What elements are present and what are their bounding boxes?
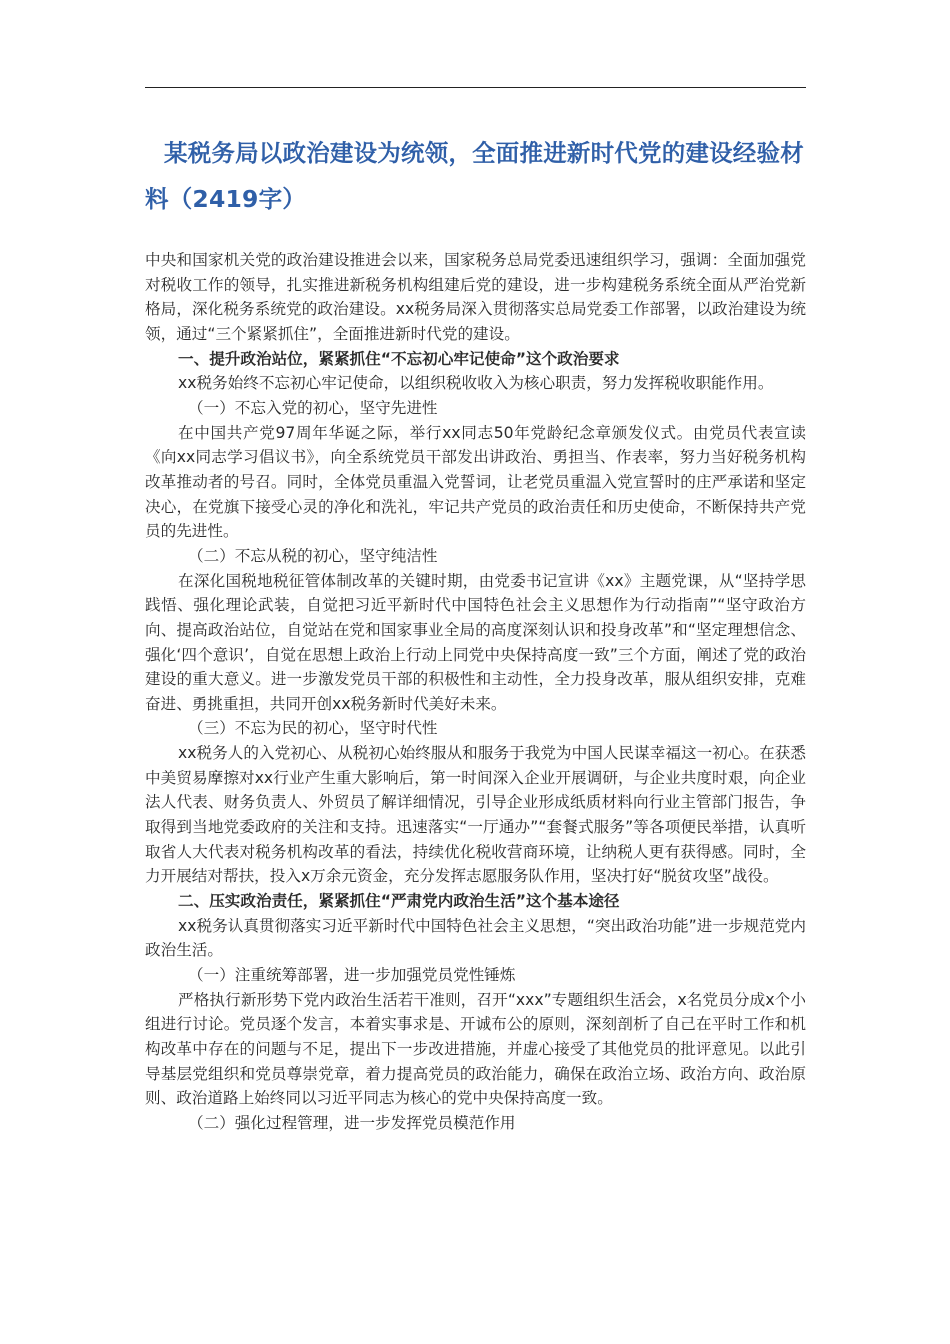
header-rule bbox=[145, 87, 806, 88]
subsection-heading: （二）不忘从税的初心，坚守纯洁性 bbox=[188, 546, 438, 565]
section-heading: 一、提升政治站位，紧紧抓住“不忘初心牢记使命”这个政治要求 bbox=[178, 349, 620, 368]
paragraph: xx税务人的入党初心、从税初心始终服从和服务于我党为中国人民谋幸福这一初心。在获悉中美贸易摩擦对xx行业产生重大影响后，第一时间深入企业开展调研，与企业共度时艰，向企业法人代表、财务负责人、外贸员了解详细情况，引导企业形成纸质材料向行业主管部门报告，争取得到当地党委政府的关注和支持。迅速落实“一厅通办”“套餐式服务”等各项便民举措，认真听取省人大代表对税务机构改革的看法，持续优化税收营商环境，让纳税人更有获得感。同时，全力开展结对帮扶，投入x万余元资金，充分发挥志愿服务队作用，坚决打好“脱贫攻坚”战役。 bbox=[145, 744, 806, 886]
paragraph: xx税务认真贯彻落实习近平新时代中国特色社会主义思想，“突出政治功能”进一步规范党内政治生活。 bbox=[145, 916, 806, 960]
paragraph: 在中国共产党97周年华诞之际，举行xx同志50年党龄纪念章颁发仪式。由党员代表宣读《向xx同志学习倡议书》，向全系统党员干部发出讲政治、勇担当、作表率，努力当好税务机构改革推动者的号召。同时，全体党员重温入党誓词，让老党员重温入党宣誓时的庄严承诺和坚定决心，在党旗下接受心灵的净化和洗礼，牢记共产党员的政治责任和历史使命，不断保持共产党员的先进性。 bbox=[145, 423, 806, 541]
paragraph: 中央和国家机关党的政治建设推进会以来，国家税务总局党委迅速组织学习，强调：全面加强党对税收工作的领导，扎实推进新税务机构组建后党的建设，进一步构建税务系统全面从严治党新格局，深化税务系统党的政治建设。xx税务局深入贯彻落实总局党委工作部署，以政治建设为统领，通过“三个紧紧抓住”，全面推进新时代党的建设。 bbox=[145, 251, 806, 343]
document-body bbox=[145, 248, 806, 1136]
subsection-heading: （一）注重统筹部署，进一步加强党员党性锤炼 bbox=[188, 966, 516, 985]
paragraph: 在深化国税地税征管体制改革的关键时期，由党委书记宣讲《xx》主题党课，从“坚持学思践悟、强化理论武装，自觉把习近平新时代中国特色社会主义思想作为行动指南”“坚守政治方向、提高政治站位，自觉站在党和国家事业全局的高度深刻认识和投身改革”和“坚定理想信念、强化‘四个意识’，自觉在思想上政治上行动上同党中央保持高度一致”三个方面，阐述了党的政治建设的重大意义。进一步激发党员干部的积极性和主动性，全力投身改革，服从组织安排，克难奋进、勇挑重担，共同开创xx税务新时代美好未来。 bbox=[145, 571, 806, 713]
section-heading: 二、压实政治责任，紧紧抓住“严肃党内政治生活”这个基本途径 bbox=[178, 892, 620, 911]
document-title: 某税务局以政治建设为统领，全面推进新时代党的建设经验材料（2419字） bbox=[145, 139, 804, 213]
paragraph: xx税务始终不忘初心牢记使命，以组织税收收入为核心职责，努力发挥税收职能作用。 bbox=[178, 374, 774, 393]
subsection-heading: （三）不忘为民的初心，坚守时代性 bbox=[188, 719, 438, 738]
subsection-heading: （二）强化过程管理，进一步发挥党员模范作用 bbox=[188, 1113, 516, 1132]
subsection-heading: （一）不忘入党的初心，坚守先进性 bbox=[188, 398, 438, 417]
paragraph: 严格执行新形势下党内政治生活若干准则，召开“xxx”专题组织生活会，x名党员分成x个小组进行讨论。党员逐个发言，本着实事求是、开诚布公的原则，深刻剖析了自己在平时工作和机构改革中存在的问题与不足，提出下一步改进措施，并虚心接受了其他党员的批评意见。以此引导基层党组织和党员尊崇党章，着力提高党员的政治能力，确保在政治立场、政治方向、政治原则、政治道路上始终同以习近平同志为核心的党中央保持高度一致。 bbox=[145, 990, 806, 1108]
